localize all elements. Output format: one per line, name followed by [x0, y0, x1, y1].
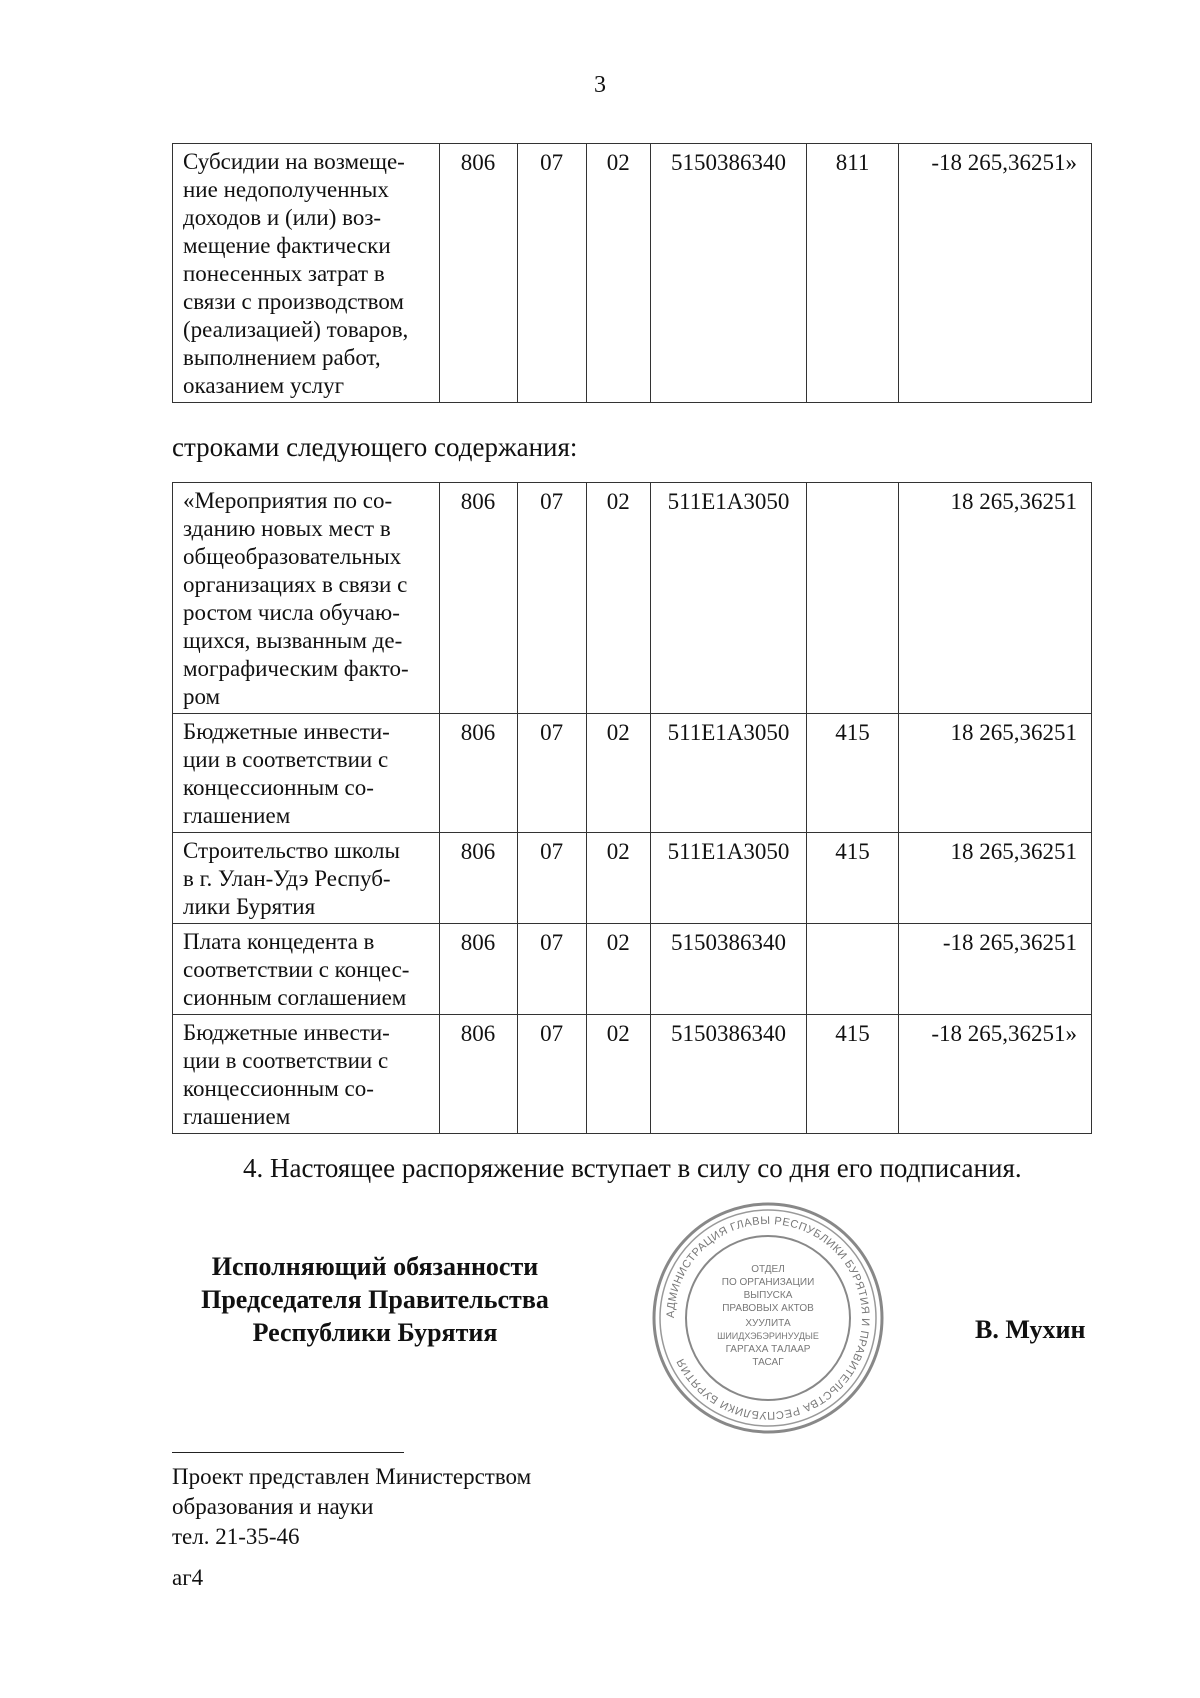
cell-amount: -18 265,36251 [898, 924, 1091, 1015]
cell-amount: 18 265,36251 [898, 833, 1091, 924]
page-number: 3 [594, 72, 606, 98]
cell-subsection: 02 [586, 483, 650, 714]
cell-section: 07 [517, 833, 586, 924]
cell-ministry: 806 [439, 144, 517, 403]
expense-name-line: Плата концедента в [183, 929, 375, 954]
expense-name-line: щихся, вызванным де- [183, 628, 403, 653]
cell-ministry: 806 [439, 1015, 517, 1134]
footnote-divider [172, 1452, 404, 1453]
expense-name-line: ние недополученных [183, 177, 389, 202]
expense-name-line: Строительство школы [183, 838, 400, 863]
cell-target: 511E1A3050 [650, 833, 806, 924]
stamp-center-line: ШИИДХЭБЭРИНУУДЫЕ [717, 1331, 819, 1341]
cell-type [807, 924, 899, 1015]
signatory-title-line: Председателя Правительства [201, 1285, 549, 1314]
table-row [173, 714, 1092, 833]
expense-name-line: Бюджетные инвести- [183, 1020, 390, 1045]
cell-type: 415 [807, 1015, 899, 1134]
table-row [173, 833, 1092, 924]
stamp-center-line: ПРАВОВЫХ АКТОВ [722, 1303, 814, 1314]
table-row [173, 483, 1092, 714]
cell-subsection: 02 [586, 714, 650, 833]
cell-subsection: 02 [586, 924, 650, 1015]
cell-type [807, 483, 899, 714]
expense-name-line: концессионным со- [183, 1076, 374, 1101]
cell-section: 07 [517, 924, 586, 1015]
signatory-title-line: Исполняющий обязанности [211, 1252, 539, 1281]
stamp-center-line: ОТДЕЛ [751, 1264, 785, 1275]
cell-target: 5150386340 [650, 1015, 806, 1134]
expense-name-line: концессионным со- [183, 775, 374, 800]
cell-ministry: 806 [439, 483, 517, 714]
clause-4: 4. Настоящее распоряжение вступает в силу со дня его подписания. [243, 1153, 1022, 1183]
footnote-line: тел. 21-35-46 [172, 1524, 300, 1549]
stamp-center-line: ХУУЛИТА [745, 1318, 791, 1329]
expense-name-line: соответствии с концес- [183, 957, 410, 982]
stamp-ring-text: АДМИНИСТРАЦИЯ ГЛАВЫ РЕСПУБЛИКИ БУРЯТИЯ И ПРАВИТЕЛЬСТВА РЕСПУБЛИКИ БУРЯТИЯ [664, 1214, 872, 1422]
stamp-center-line: ПО ОРГАНИЗАЦИИ [721, 1277, 815, 1288]
signatory-title [170, 1250, 580, 1349]
expense-name-line: выполнением работ, [183, 345, 381, 370]
cell-subsection: 02 [586, 833, 650, 924]
cell-amount: 18 265,36251 [898, 483, 1091, 714]
cell-ministry: 806 [439, 714, 517, 833]
cell-subsection: 02 [586, 144, 650, 403]
cell-amount: -18 265,36251» [898, 1015, 1091, 1134]
cell-expense-name [173, 144, 440, 403]
expense-name-line: оказанием услуг [183, 373, 345, 398]
cell-expense-name [173, 714, 440, 833]
expense-name-line: лики Бурятия [183, 894, 316, 919]
intro-text: строками следующего содержания: [172, 432, 578, 462]
stamp-center-line: ГАРГАХА ТАЛААР [725, 1344, 811, 1355]
expense-name-line: Бюджетные инвести- [183, 719, 390, 744]
table-row [173, 1015, 1092, 1134]
cell-type: 415 [807, 714, 899, 833]
budget-table-new-lines [172, 482, 1092, 1134]
cell-subsection: 02 [586, 1015, 650, 1134]
footnote-line: Проект представлен Министерством [172, 1464, 532, 1489]
expense-name-line: сионным соглашением [183, 985, 407, 1010]
expense-name-line: Субсидии на возмеще- [183, 149, 405, 174]
expense-name-line: связи с производством [183, 289, 404, 314]
cell-ministry: 806 [439, 833, 517, 924]
signatory-name: В. Мухин [975, 1315, 1086, 1344]
expense-name-line: глашением [183, 803, 291, 828]
expense-name-line: общеобразовательных [183, 544, 402, 569]
expense-name-line: ции в соответствии с [183, 1048, 389, 1073]
stamp-center-line: ТАСАГ [752, 1357, 784, 1368]
expense-name-line: ции в соответствии с [183, 747, 389, 772]
footnote [172, 1462, 531, 1552]
expense-name-line: организациях в связи с [183, 572, 408, 597]
cell-target: 5150386340 [650, 144, 806, 403]
official-stamp-seal [650, 1200, 886, 1436]
expense-name-line: мещение фактически [183, 233, 391, 258]
table-row [173, 924, 1092, 1015]
cell-target: 511E1A3050 [650, 483, 806, 714]
cell-target: 5150386340 [650, 924, 806, 1015]
expense-name-line: глашением [183, 1104, 291, 1129]
cell-section: 07 [517, 1015, 586, 1134]
expense-name-line: «Мероприятия по со- [183, 488, 393, 513]
cell-expense-name [173, 833, 440, 924]
cell-type: 415 [807, 833, 899, 924]
expense-name-line: мографическим факто- [183, 656, 409, 681]
cell-amount: -18 265,36251» [898, 144, 1091, 403]
expense-name-line: доходов и (или) воз- [183, 205, 382, 230]
table-row [173, 144, 1092, 403]
cell-expense-name [173, 483, 440, 714]
budget-table-replaced [172, 143, 1092, 403]
cell-target: 511E1A3050 [650, 714, 806, 833]
expense-name-line: в г. Улан-Удэ Респуб- [183, 866, 391, 891]
stamp-center-line: ВЫПУСКА [743, 1290, 793, 1301]
cell-expense-name [173, 1015, 440, 1134]
document-code: аг4 [172, 1565, 204, 1590]
cell-section: 07 [517, 483, 586, 714]
expense-name-line: (реализацией) товаров, [183, 317, 409, 342]
expense-name-line: зданию новых мест в [183, 516, 391, 541]
cell-expense-name [173, 924, 440, 1015]
expense-name-line: понесенных затрат в [183, 261, 385, 286]
cell-ministry: 806 [439, 924, 517, 1015]
footnote-line: образования и науки [172, 1494, 374, 1519]
expense-name-line: ром [183, 684, 221, 709]
cell-amount: 18 265,36251 [898, 714, 1091, 833]
expense-name-line: ростом числа обучаю- [183, 600, 400, 625]
cell-section: 07 [517, 714, 586, 833]
cell-section: 07 [517, 144, 586, 403]
cell-type: 811 [807, 144, 899, 403]
signatory-title-line: Республики Бурятия [252, 1318, 498, 1347]
